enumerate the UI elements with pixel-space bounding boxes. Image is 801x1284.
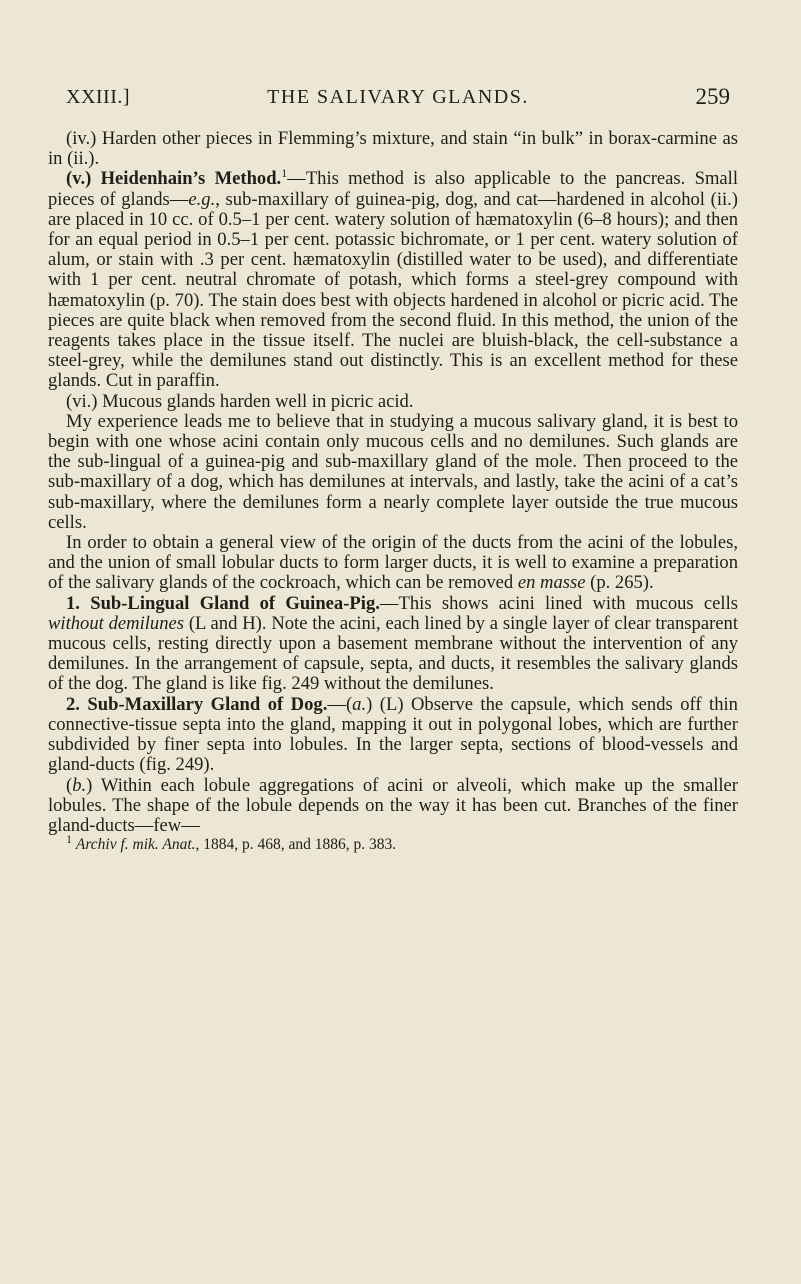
paragraph-mucous: (vi.) Mucous glands harden well in picric acid.: [66, 390, 414, 412]
paragraph-submaxillary: 2. Sub-Maxillary Gland of Dog.—(a.) (L) Observe the capsule, which sends off thin connective-tissue septa into the gland, mapping it out in polygonal lobes, which are further subdivided by finer septa into lobules. In the larger septa, sections of blood-vessels and gland-ducts (fig. 249).: [48, 693, 738, 776]
footnote-citation: , 1884, p. 468, and 1886, p. 383.: [195, 836, 397, 854]
paragraph-sublingual: 1. Sub-Lingual Gland of Guinea-Pig.—This shows acini lined with mucous cells without demilunes (L and H). Note the acini, each lined by a single layer of clear transparent mucous cells, resting directly upon a basement membrane without the intervention of any demilunes. In the arrangement of capsule, septa, and ducts, it resembles the salivary glands of the dog. The gland is like fig. 249 without the demilunes.: [48, 592, 738, 695]
paragraph-cockroach: In order to obtain a general view of the origin of the ducts from the acini of the lobules, and the union of small lobular ducts to form larger ducts, it is well to examine a preparation of the salivary glands of the cockroach, which can be removed en masse (p. 265).: [48, 532, 738, 594]
page-number: 259: [695, 84, 730, 109]
footnote: [48, 831, 738, 854]
heidenhain-eg: e.g.: [188, 188, 216, 210]
paragraph-heidenhain: [48, 166, 738, 392]
submaxillary-heading: 2. Sub-Maxillary Gland of Dog.: [66, 693, 328, 715]
paragraph-experience: My experience leads me to believe that in studying a mucous salivary gland, it is best to begin with one whose acini contain only mucous cells and no demilunes. Such glands are the sub-lingual of a guinea-pig and sub-maxillary gland of the mole. Then proceed to the sub-maxillary of a dog, which has demilunes at intervals, and lastly, take the acini of a cat’s sub-maxillary, where the demilunes form a nearly complete layer outside the true mucous cells.: [48, 410, 738, 533]
footnote-source: Archiv f. mik. Anat.: [75, 836, 196, 854]
sublingual-heading: 1. Sub-Lingual Gland of Guinea-Pig.: [66, 592, 380, 614]
running-head: [66, 86, 730, 116]
without-demilunes: without demilunes: [48, 612, 185, 634]
heidenhain-heading: (v.) Heidenhain’s Method.: [66, 168, 282, 190]
heidenhain-rest: , sub-maxillary of guinea-pig, dog, and cat—hardened in alcohol (ii.) are placed in 10 cc. of 0.5–1 per cent. watery solution of hæmatoxylin (6–8 hours); and then for an equal period in 0.5–1 per cent. potassic bichromate, or 1 per cent. watery solution of alum, or stain with .3 per cent. hæmatoxylin (distilled water to be used), and differentiate with 1 per cent. neutral chromate of potash, which forms a steel-grey compound with hæmatoxylin (p. 70). The stain does best with objects hardened in alcohol or picric acid. The pieces are quite black when removed from the second fluid. In this method, the union of the reagents takes place in the tissue itself. The nuclei are bluish-black, the cell-substance a steel-grey, while the demilunes stand out distinctly. This is an excellent method for these glands. Cut in paraffin.: [48, 188, 738, 392]
footnote-reference: 1: [281, 166, 288, 181]
footnote-mark: 1: [66, 831, 72, 846]
body-text: [48, 129, 738, 854]
chapter-number: XXIII.]: [66, 86, 131, 108]
paragraph-flemming: (iv.) Harden other pieces in Flemming’s mixture, and stain “in bulk” in borax-carmine as in (ii.).: [48, 128, 738, 170]
heidenhain-text: —This method is also applicable to the pancreas. Small pieces of glands—: [48, 168, 738, 210]
en-masse: en masse: [517, 572, 586, 594]
running-title: THE SALIVARY GLANDS.: [267, 86, 529, 108]
paragraph-lobule: (b.) Within each lobule aggregations of acini or alveoli, which make up the smaller lobules. The shape of the lobule depends on the way it has been cut. Branches of the finer gland-ducts—few—: [48, 774, 738, 836]
